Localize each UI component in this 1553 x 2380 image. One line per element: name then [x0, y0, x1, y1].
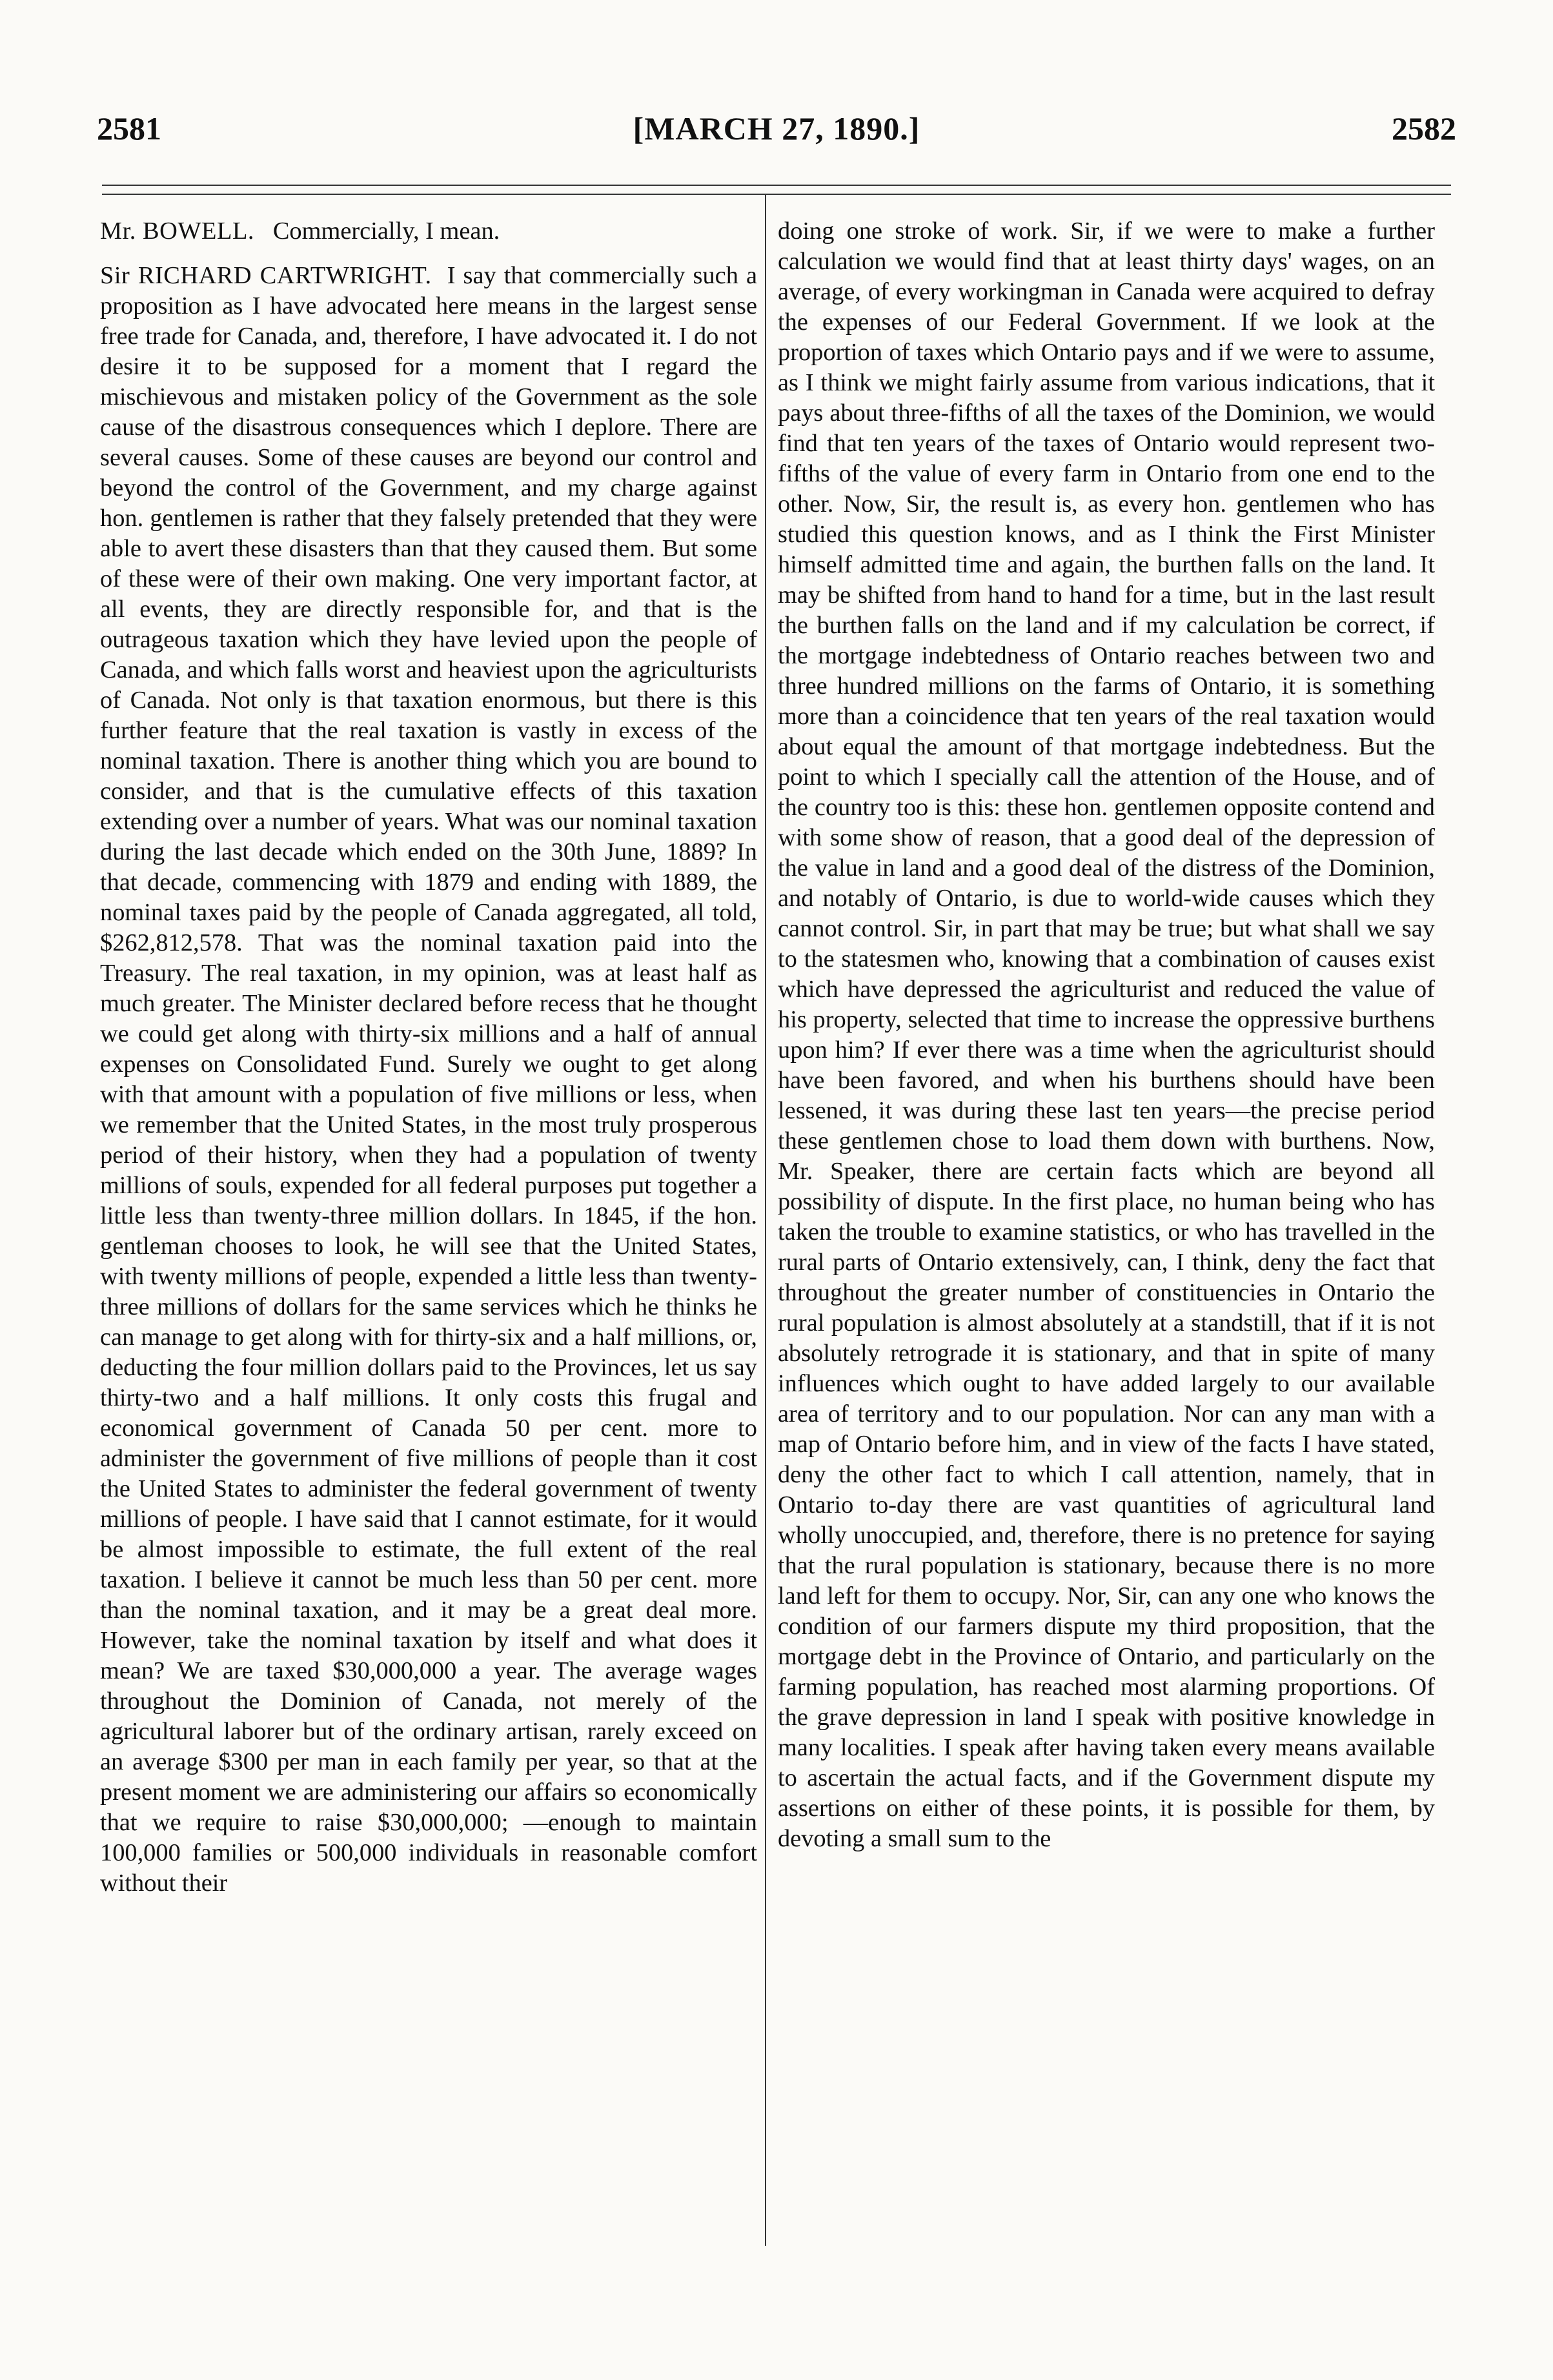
header-rule-bottom — [102, 194, 1451, 195]
right-page-number: 2582 — [1392, 110, 1456, 146]
right-column — [778, 216, 1435, 1854]
speaker-name: Sir RICHARD CARTWRIGHT. — [100, 262, 432, 289]
speaker-name: Mr. BOWELL. — [100, 217, 255, 245]
column-divider — [765, 194, 766, 2246]
header-date: [MARCH 27, 1890.] — [633, 110, 920, 146]
left-page-number: 2581 — [97, 110, 161, 146]
left-column — [100, 216, 757, 1899]
paragraph-cartwright — [100, 261, 757, 1899]
paragraph-text: doing one stroke of work. Sir, if we were to make a further calculation we would find that at least thirty days' wages, on an average, of every workingman in Canada were acquired to defray the expenses of our Federal Government. If we look at the proportion of taxes which Ontario pays and if we were to assume, as I think we might fairly assume from various indications, that it pays about three-fifths of all the taxes of the Dominion, we would find that ten years of the taxes of Ontario would represent two-fifths of the value of every farm in Ontario from one end to the other. Now, Sir, the result is, as every hon. gentlemen who has studied this question knows, and as I think the First Minister himself admitted time and again, the burthen falls on the land. It may be shifted from hand to hand for a time, but in the last result the burthen falls on the land and if my calculation be correct, if the mortgage indebtedness of Ontario reaches between two and three hundred millions on the farms of Ontario, it is something more than a coincidence that ten years of the real taxation would about equal the amount of that mortgage indebtedness. But the point to which I specially call the attention of the House, and of the country too is this: these hon. gentlemen opposite contend and with some show of reason, that a good deal of the depression of the value in land and a good deal of the distress of the Dominion, and notably of Ontario, is due to world-wide causes which they cannot control. Sir, in part that may be true; but what shall we say to the statesmen who, knowing that a combination of causes exist which have depressed the agriculturist and reduced the value of his property, selected that time to increase the oppressive burthens upon him? If ever there was a time when the agriculturist should have been favored, and when his burthens should have been lessened, it was during these last ten years—the precise period these gentlemen chose to load them down with burthens. Now, Mr. Speaker, there are certain facts which are beyond all possibility of dispute. In the first place, no human being who has taken the trouble to examine statistics, or who has travelled in the rural parts of Ontario extensively, can, I think, deny the fact that throughout the greater number of constituencies in Ontario the rural population is almost absolutely at a standstill, that if it is not absolutely retrograde it is stationary, and that in spite of many influences which ought to have added largely to our available area of territory and to our population. Nor can any man with a map of Ontario before him, and in view of the facts I have stated, deny the other fact to which I call attention, namely, that in Ontario to-day there are vast quantities of agricultural land wholly unoccupied, and, therefore, there is no pretence for saying that the rural population is stationary, because there is no more land left for them to occupy. Nor, Sir, can any one who knows the condition of our farmers dispute my third proposition, that the mortgage debt in the Province of Ontario, and particularly on the farming population, has reached most alarming proportions. Of the grave depression in land I speak with positive knowledge in many localities. I speak after having taken every means available to ascertain the actual facts, and if the Government dispute my assertions on either of these points, it is possible for them, by devoting a small sum to the — [778, 217, 1435, 1852]
paragraph-bowell — [100, 216, 757, 247]
page-header — [97, 110, 1456, 161]
paragraph-text: I say that commercially such a proposition as I have advocated here means in the largest sense free trade for Canada, and, therefore, I have advocated it. I do not desire it to be supposed for a moment that I regard the mischievous and mistaken policy of the Government as the sole cause of the disastrous consequences which I deplore. There are several causes. Some of these causes are beyond our control and beyond the control of the Government, and my charge against hon. gentlemen is rather that they falsely pretended that they were able to avert these disasters than that they caused them. But some of these were of their own making. One very important factor, at all events, they are directly responsible for, and that is the outrageous taxation which they have levied upon the people of Canada, and which falls worst and heaviest upon the agriculturists of Canada. Not only is that taxation enormous, but there is this further feature that the real taxation is vastly in excess of the nominal taxation. There is another thing which you are bound to consider, and that is the cumulative effects of this taxation extending over a number of years. What was our nominal taxation during the last decade which ended on the 30th June, 1889? In that decade, commencing with 1879 and ending with 1889, the nominal taxes paid by the people of Canada aggregated, all told, $262,812,578. That was the nominal taxation paid into the Treasury. The real taxation, in my opinion, was at least half as much greater. The Minister declared before recess that he thought we could get along with thirty-six millions and a half of annual expenses on Consolidated Fund. Surely we ought to get along with that amount with a population of five millions or less, when we remember that the United States, in the most truly prosperous period of their history, when they had a population of twenty millions of souls, expended for all federal purposes put together a little less than twenty-three million dollars. In 1845, if the hon. gentleman chooses to look, he will see that the United States, with twenty millions of people, expended a little less than twenty-three millions of dollars for the same services which he thinks he can manage to get along with for thirty-six and a half millions, or, deducting the four million dollars paid to the Provinces, let us say thirty-two and a half millions. It only costs this frugal and economical government of Canada 50 per cent. more to administer the government of five millions of people than it cost the United States to administer the federal government of twenty millions of people. I have said that I cannot estimate, for it would be almost impossible to estimate, the full extent of the real taxation. I believe it cannot be much less than 50 per cent. more than the nominal taxation, and it may be a great deal more. However, take the nominal taxation by itself and what does it mean? We are taxed $30,000,000 a year. The average wages throughout the Dominion of Canada, not merely of the agricultural laborer but of the ordinary artisan, rarely exceed on an average $300 per man in each family per year, so that at the present moment we are administering our affairs so economically that we require to raise $30,000,000; —enough to maintain 100,000 families or 500,000 individuals in reasonable comfort without their — [100, 262, 757, 1897]
paragraph-text: Commercially, I mean. — [272, 217, 500, 245]
header-rule-top — [102, 185, 1451, 186]
